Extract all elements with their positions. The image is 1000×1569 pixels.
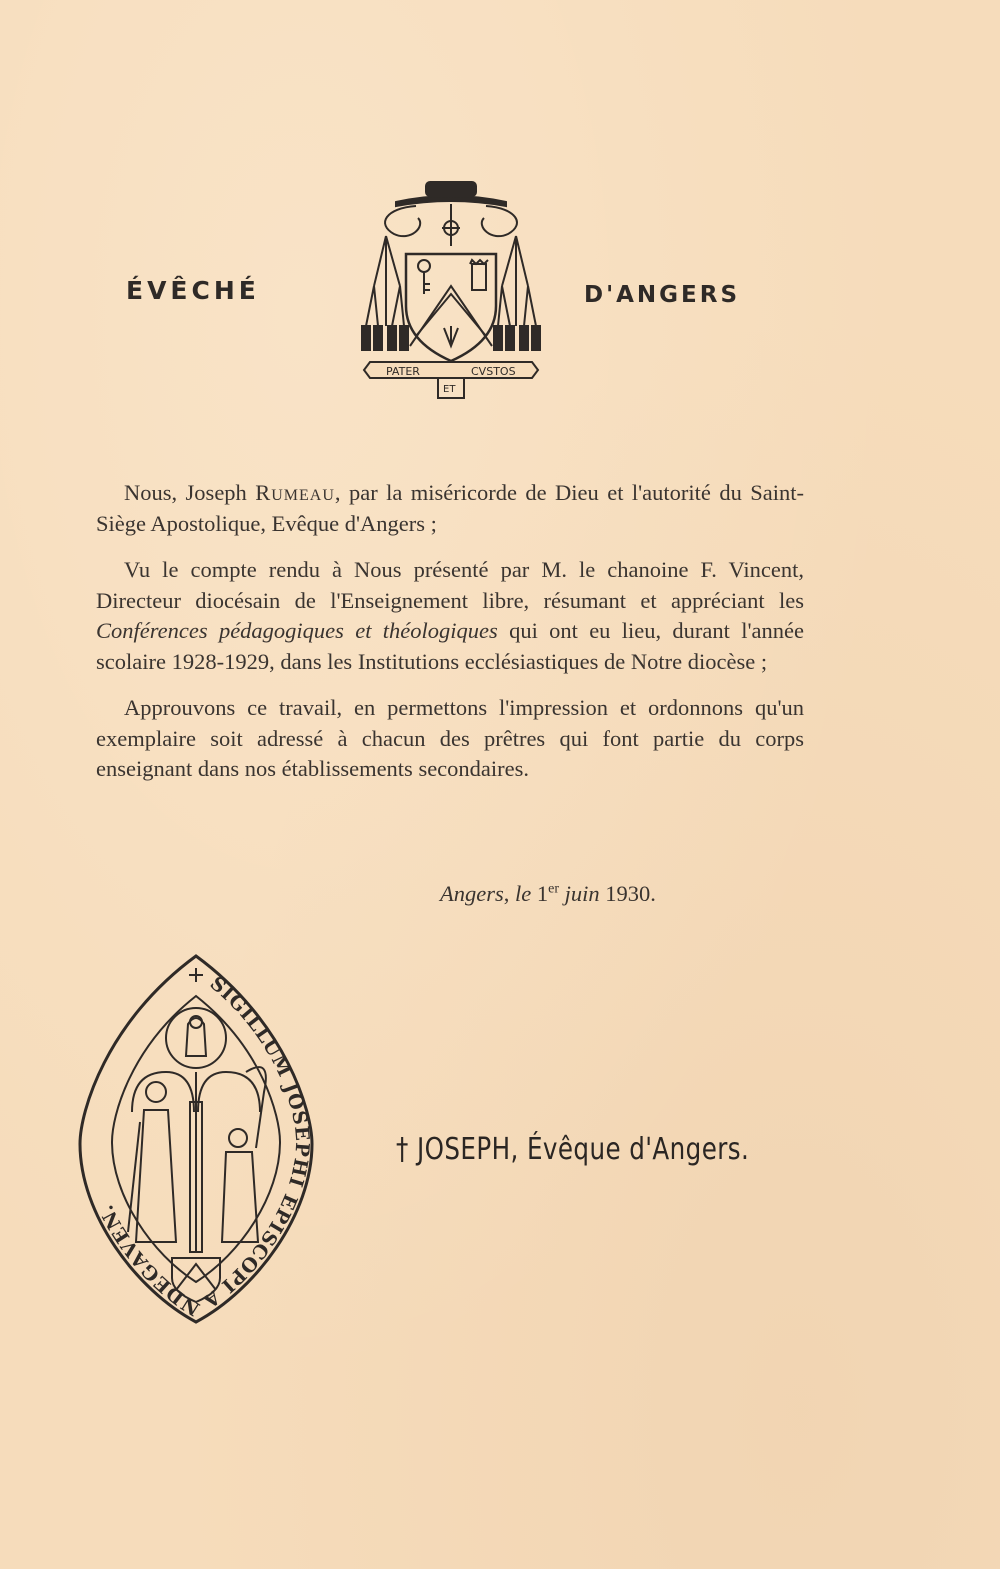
motto-right-text: CVSTOS bbox=[471, 365, 516, 378]
date-le: le bbox=[515, 881, 532, 906]
intro-suffix: , par la miséricorde de Dieu et l'autorité du Saint-Siège Apostolique, Evêque d'Angers ; bbox=[96, 480, 804, 536]
bishop-signature: † JOSEPH, Évêque d'Angers. bbox=[396, 1132, 750, 1167]
date-month: juin bbox=[564, 881, 600, 906]
date-year: 1930. bbox=[605, 881, 656, 906]
conference-title: Conférences pédagogiques et théologiques bbox=[96, 618, 498, 643]
motto-middle-text: ET bbox=[443, 384, 456, 395]
date-line: Angers, le 1er juin 1930. bbox=[440, 881, 656, 906]
header-left-title: ÉVÊCHÉ bbox=[126, 276, 260, 305]
intro-prefix: Nous, Joseph bbox=[124, 480, 256, 505]
paragraph-intro bbox=[96, 478, 804, 539]
vu-text-after: qui ont eu lieu, durant l'année scolaire 1928-1929, dans les Institutions ecclésiastiques de Notre diocèse ; bbox=[96, 618, 804, 674]
decree-text bbox=[96, 478, 804, 801]
bishop-surname: Rumeau bbox=[255, 480, 335, 505]
vu-text-before: Vu le compte rendu à Nous présenté par M. le chanoine F. Vincent, Directeur diocésain de l'Enseignement libre, résumant et appréciant les bbox=[96, 557, 804, 613]
date-day: 1 bbox=[536, 881, 549, 906]
motto-left-text: PATER bbox=[386, 365, 420, 378]
episcopal-coat-of-arms bbox=[356, 176, 546, 408]
seal-inscription: SIGILLUM JOSEPHI EPISCOPI ANDEGAVEN. bbox=[95, 972, 314, 1320]
header-right-title: D'ANGERS bbox=[584, 282, 741, 308]
paragraph-vu bbox=[96, 555, 804, 677]
paragraph-approval: Approuvons ce travail, en permettons l'impression et ordonnons qu'un exemplaire soit adressé à chacun des prêtres qui font partie du corps enseignant dans nos établissements secondaires. bbox=[96, 695, 804, 781]
date-day-suffix: er bbox=[548, 881, 560, 897]
episcopal-seal bbox=[76, 952, 316, 1326]
date-place: Angers bbox=[440, 881, 504, 906]
